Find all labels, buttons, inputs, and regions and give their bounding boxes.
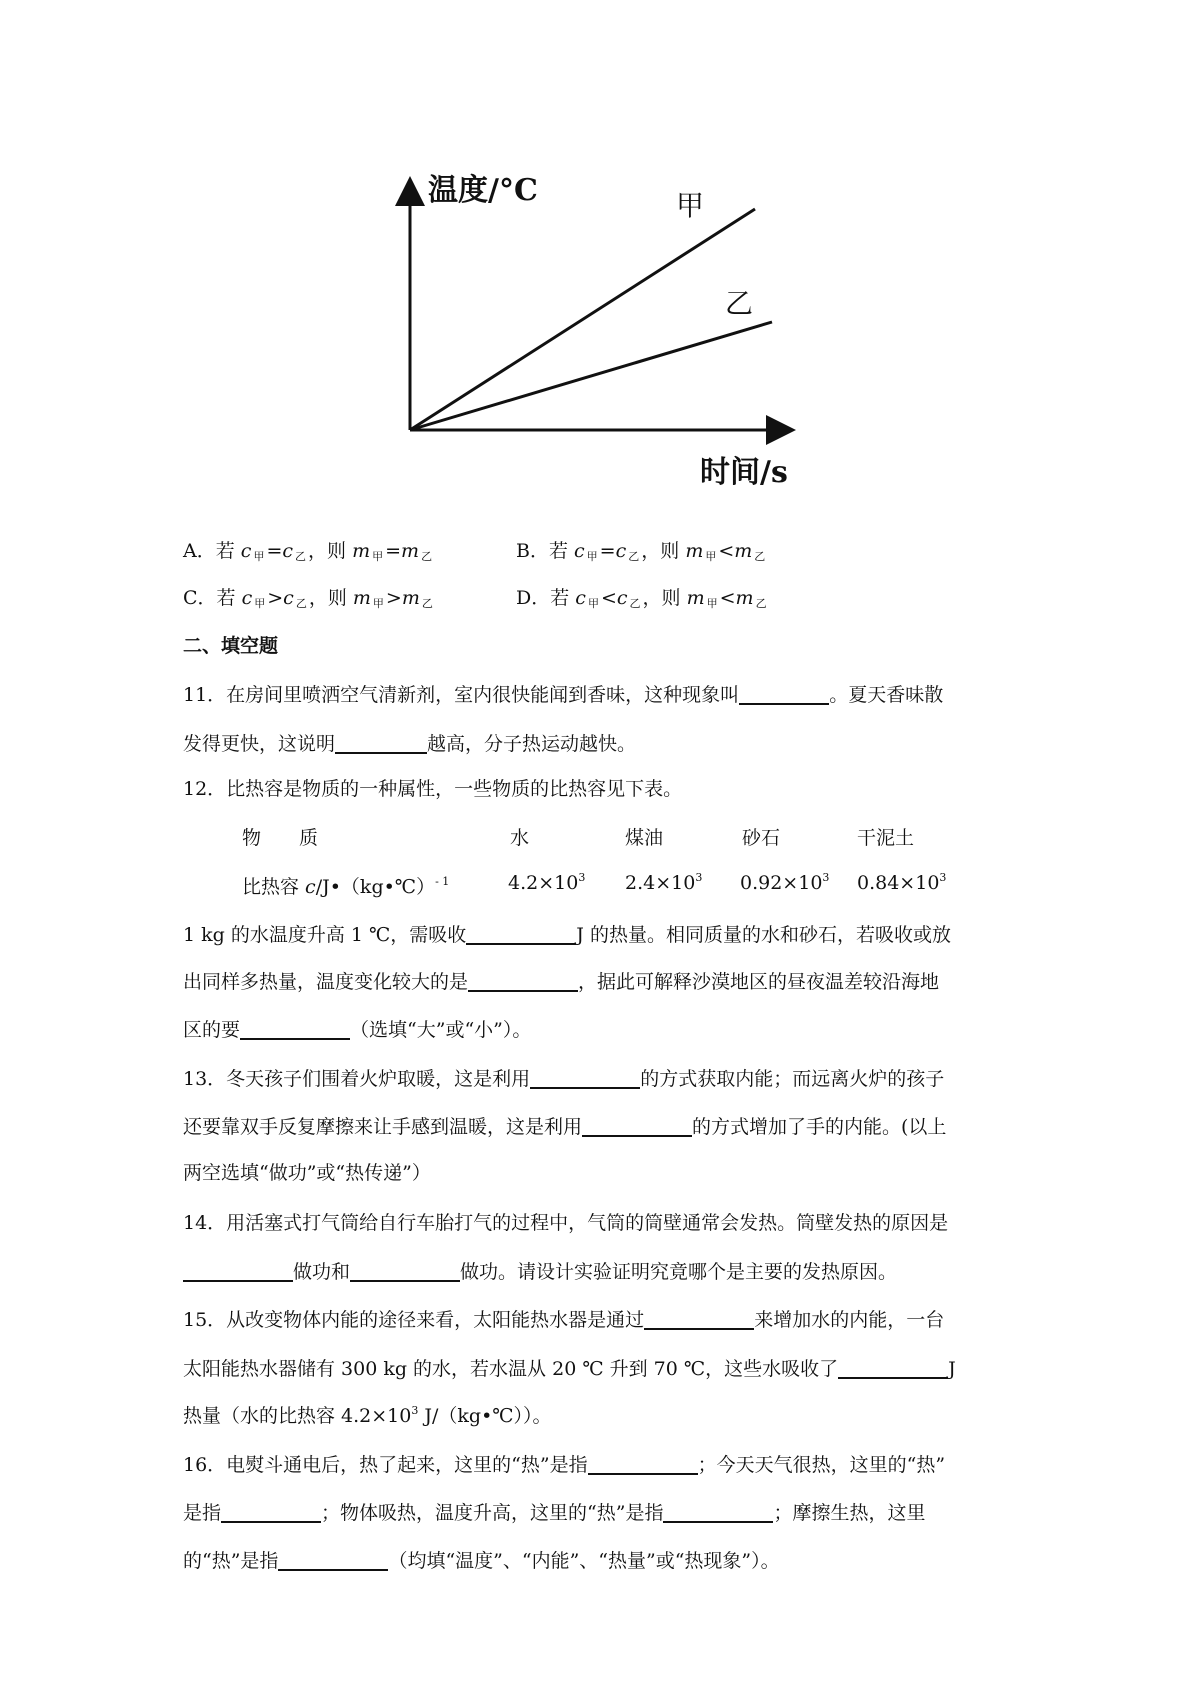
x-axis-label: 时间/s — [700, 455, 788, 490]
q12-blank1[interactable] — [466, 921, 576, 945]
y-axis-label: 温度/°C — [428, 173, 538, 208]
table-cell-dry-soil: 干泥土 — [857, 827, 915, 849]
options-row-ab — [183, 538, 1043, 570]
q14-blank2[interactable] — [350, 1258, 460, 1282]
q11-line1: 11．在房间里喷洒空气清新剂，室内很快能闻到香味，这种现象叫 。夏天香味散 — [183, 681, 1043, 708]
q15-blank2[interactable] — [838, 1355, 948, 1379]
q11-blank1[interactable] — [739, 681, 829, 705]
q14-line2: 做功和 做功。请设计实验证明究竟哪个是主要的发热原因。 — [183, 1258, 1043, 1285]
option-b[interactable]: B．若 c $_甲$ =c $_乙$ ，则 m $_甲$ <m $_乙$ — [516, 540, 766, 563]
q16-line2: 是指 ；物体吸热，温度升高，这里的“热”是指 ；摩擦生热，这里 — [183, 1499, 1043, 1526]
q13-line3: 两空选填“做功”或“热传递”） — [183, 1162, 431, 1184]
q16-line1: 16．电熨斗通电后，热了起来，这里的“热”是指 ；今天天气很热，这里的“热” — [183, 1451, 1043, 1478]
q16-blank1[interactable] — [588, 1451, 698, 1475]
temperature-time-graph — [380, 170, 800, 500]
q16-line3: 的“热”是指 （均填“温度”、“内能”、“热量”或“热现象”）。 — [183, 1547, 1043, 1574]
table-cell-kerosene: 煤油 — [625, 827, 664, 849]
q12-blank2[interactable] — [468, 968, 578, 992]
q12-line3: 区的要 （选填“大”或“小”）。 — [183, 1016, 1043, 1043]
table-cell-kerosene-c: $2.4\times 10^3$ — [625, 871, 703, 894]
line-yi-label: 乙 — [725, 287, 754, 320]
q16-blank4[interactable] — [278, 1547, 388, 1571]
q13-line2: 还要靠双手反复摩擦来让手感到温暖，这是利用 的方式增加了手的内能。(以上 — [183, 1113, 1043, 1140]
line-jia-label: 甲 — [676, 189, 705, 222]
table-cell-dry-soil-c: $0.84\times 10^3$ — [857, 871, 947, 894]
q12-line2: 出同样多热量，温度变化较大的是 ，据此可解释沙漠地区的昼夜温差较沿海地 — [183, 968, 1043, 995]
q13-blank2[interactable] — [582, 1113, 692, 1137]
line-yi — [410, 322, 772, 430]
section-heading: 二、填空题 — [183, 635, 279, 657]
q14-blank1[interactable] — [183, 1258, 293, 1282]
q13-blank1[interactable] — [530, 1065, 640, 1089]
option-d[interactable]: D．若 c $_甲$ <c $_乙$ ，则 m $_甲$ <m $_乙$ — [516, 587, 767, 610]
q12-blank3[interactable] — [240, 1016, 350, 1040]
q14-line1: 14．用活塞式打气筒给自行车胎打气的过程中，气筒的筒壁通常会发热。筒壁发热的原因是 — [183, 1212, 949, 1234]
q15-line1: 15．从改变物体内能的途径来看，太阳能热水器是通过 来增加水的内能，一台 — [183, 1306, 1043, 1333]
q15-line3: 热量（水的比热容 $4.2\times 10^3$ J/（kg•℃））。 — [183, 1404, 552, 1427]
q12-line1: 1 kg 的水温度升高 1 ℃，需吸收 J 的热量。相同质量的水和砂石，若吸收或放 — [183, 921, 1043, 948]
q15-line2: 太阳能热水器储有 300 kg 的水，若水温从 20 ℃ 升到 70 ℃，这些水吸收了 J — [183, 1355, 1043, 1382]
q16-blank2[interactable] — [221, 1499, 321, 1523]
q11-blank2[interactable] — [335, 730, 427, 754]
table-cell-water: 水 — [510, 827, 530, 849]
q12-intro: 12．比热容是物质的一种属性，一些物质的比热容见下表。 — [183, 778, 683, 800]
option-a[interactable]: A．若 c $_甲$ =c $_乙$ ，则 m $_甲$ =m $_乙$ — [183, 540, 433, 563]
line-jia — [410, 209, 755, 430]
option-c[interactable]: C．若 c $_甲$ >c $_乙$ ，则 m $_甲$ >m $_乙$ — [183, 587, 433, 610]
table-cell-water-c: $4.2\times 10^3$ — [508, 871, 586, 894]
q11-line2: 发得更快，这说明 越高，分子热运动越快。 — [183, 730, 1043, 757]
table-row2-label: 比热容 c/J•（kg•℃）$^{- 1}$ — [242, 875, 450, 898]
options-row-cd — [183, 585, 1043, 617]
table-row1-label: 物 质 — [242, 827, 319, 849]
q13-line1: 13．冬天孩子们围着火炉取暖，这是利用 的方式获取内能；而远离火炉的孩子 — [183, 1065, 1043, 1092]
table-cell-sand: 砂石 — [742, 827, 781, 849]
q15-blank1[interactable] — [644, 1306, 754, 1330]
table-cell-sand-c: $0.92\times 10^3$ — [740, 871, 830, 894]
q16-blank3[interactable] — [663, 1499, 773, 1523]
